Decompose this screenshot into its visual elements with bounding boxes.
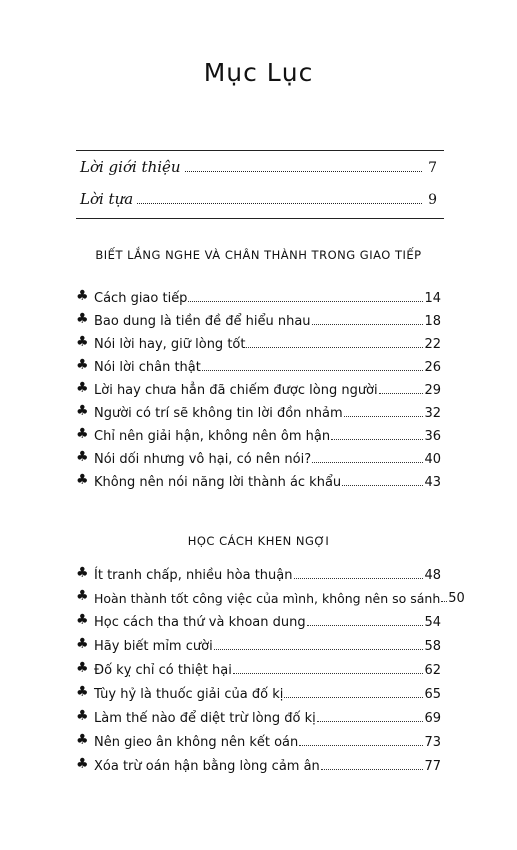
dot-leader [137,203,422,204]
entry-page-number: 58 [424,639,441,654]
dot-leader [379,393,424,394]
dot-leader [185,171,423,172]
toc-entry [76,561,441,583]
entry-page-number: 73 [424,735,441,750]
dot-leader [233,673,424,674]
entry-title: Chỉ nên giải hận, không nên ôm hận [94,429,331,444]
club-icon: ♣ [76,732,89,748]
toc-entry [76,445,441,467]
intro-page-number: 9 [428,192,437,208]
entry-page-number: 48 [424,568,441,583]
club-icon: ♣ [76,684,89,700]
toc-entry [76,608,441,630]
entry-title: Hãy biết mỉm cười [94,639,213,654]
dot-leader [299,745,423,746]
entry-title: Hoàn thành tốt công việc của mình, không nên so sánh [94,591,441,606]
intro-label: Lời tựa [80,190,134,208]
divider-bottom [76,218,444,219]
club-icon: ♣ [76,612,89,628]
club-icon: ♣ [76,357,89,373]
entry-page-number: 77 [424,759,441,774]
toc-entry [76,353,441,375]
club-icon: ♣ [76,636,89,652]
entry-page-number: 32 [424,406,441,421]
entry-title: Nên gieo ân không nên kết oán [94,735,299,750]
dot-leader [284,697,423,698]
toc-entry [76,680,441,702]
intro-label: Lời giới thiệu [80,158,181,176]
club-icon: ♣ [76,708,89,724]
entry-page-number: 29 [424,383,441,398]
toc-entry [76,284,441,306]
toc-entry [76,307,441,329]
dot-leader [344,416,424,417]
intro-entry [80,186,437,208]
intro-page-number: 7 [428,160,437,176]
dot-leader [294,578,424,579]
entry-page-number: 43 [424,475,441,490]
entry-title: Cách giao tiếp [94,291,188,306]
toc-entry [76,752,441,774]
club-icon: ♣ [76,588,89,604]
toc-entry [76,422,441,444]
dot-leader [188,301,423,302]
dot-leader [307,625,424,626]
entry-page-number: 26 [424,360,441,375]
dot-leader [342,485,423,486]
toc-entry [76,656,441,678]
toc-entry [76,584,465,606]
entry-page-number: 18 [424,314,441,329]
dot-leader [214,649,424,650]
entry-title: Làm thế nào để diệt trừ lòng đố kị [94,711,316,726]
entry-title: Ít tranh chấp, nhiều hòa thuận [94,568,293,583]
entry-title: Xóa trừ oán hận bằng lòng cảm ân [94,759,320,774]
dot-leader [441,601,447,602]
dot-leader [331,439,423,440]
entry-title: Nói lời hay, giữ lòng tốt [94,337,246,352]
entry-page-number: 40 [424,452,441,467]
dot-leader [312,462,423,463]
club-icon: ♣ [76,449,89,465]
dot-leader [317,721,424,722]
dot-leader [312,324,424,325]
intro-entry [80,154,437,176]
club-icon: ♣ [76,756,89,772]
entry-page-number: 62 [424,663,441,678]
club-icon: ♣ [76,334,89,350]
entry-title: Lời hay chưa hẳn đã chiếm được lòng người [94,383,378,398]
entry-title: Bao dung là tiền đề để hiểu nhau [94,314,311,329]
toc-entry [76,376,441,398]
dot-leader [246,347,423,348]
toc-entry [76,330,441,352]
entry-page-number: 65 [424,687,441,702]
club-icon: ♣ [76,311,89,327]
entry-title: Tùy hỷ là thuốc giải của đố kị [94,687,284,702]
entry-title: Học cách tha thứ và khoan dung [94,615,306,630]
entry-page-number: 14 [424,291,441,306]
club-icon: ♣ [76,380,89,396]
club-icon: ♣ [76,472,89,488]
entry-page-number: 50 [448,591,465,606]
entry-title: Đố kỵ chỉ có thiệt hại [94,663,232,678]
toc-entry [76,399,441,421]
entry-title: Không nên nói năng lời thành ác khẩu [94,475,342,490]
section-heading: BIẾT LẮNG NGHE VÀ CHÂN THÀNH TRONG GIAO TIẾP [95,248,422,262]
toc-entry [76,468,441,490]
entry-page-number: 36 [424,429,441,444]
page-title: Mục Lục [203,58,314,87]
entry-title: Người có trí sẽ không tin lời đồn nhảm [94,406,343,421]
toc-entry [76,728,441,750]
entry-title: Nói lời chân thật [94,360,201,375]
club-icon: ♣ [76,660,89,676]
club-icon: ♣ [76,565,89,581]
club-icon: ♣ [76,426,89,442]
divider-top [76,150,444,151]
entry-page-number: 54 [424,615,441,630]
entry-title: Nói dối nhưng vô hại, có nên nói? [94,452,312,467]
dot-leader [321,769,424,770]
section-heading: HỌC CÁCH KHEN NGỢI [187,534,330,548]
toc-entry [76,632,441,654]
toc-entry [76,704,441,726]
entry-page-number: 69 [424,711,441,726]
club-icon: ♣ [76,288,89,304]
club-icon: ♣ [76,403,89,419]
entry-page-number: 22 [424,337,441,352]
dot-leader [202,370,424,371]
